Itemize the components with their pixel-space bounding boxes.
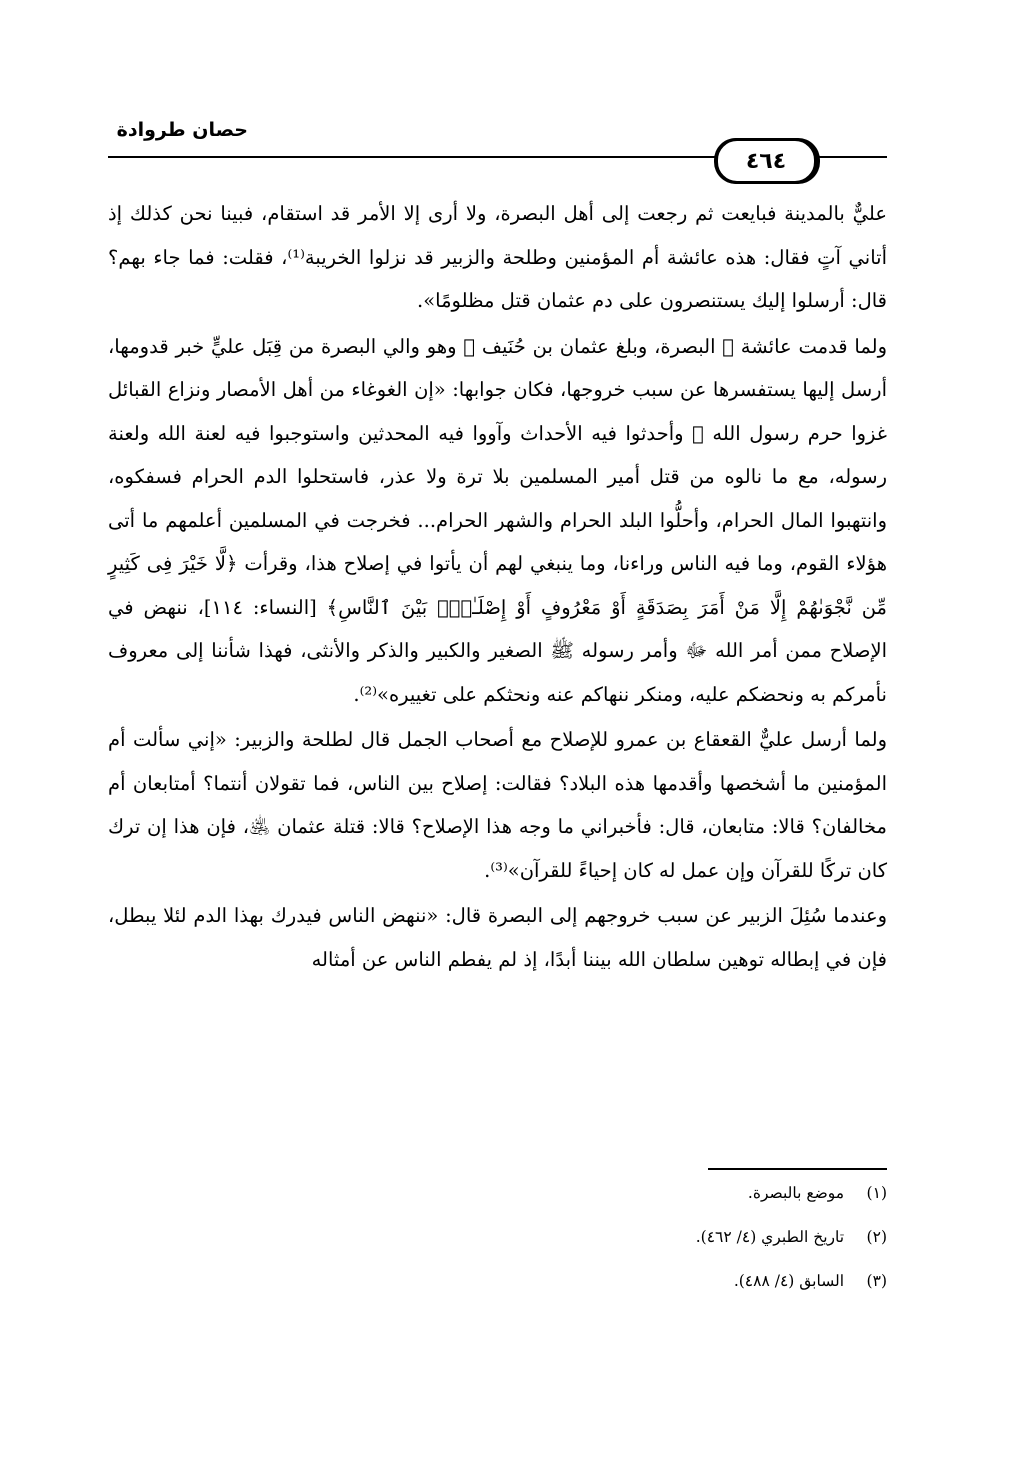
footnote-number: (٣) bbox=[866, 1272, 887, 1290]
main-text bbox=[108, 192, 887, 981]
paragraph: ولما أرسل عليٌّ القعقاع بن عمرو للإصلاح مع أصحاب الجمل قال لطلحة والزبير: «إني سألت أم المؤمنين ما أشخصها وأقدمها هذه البلاد؟ فقالت: إصلاح بين الناس، فما تقولان أنتما؟ أمتابعان أم مخالفان؟ قالا: متابعان، قال: فأخبراني ما وجه هذا الإصلاح؟ قالا: قتلة عثمان ﵁، فإن هذا إن ترك كان تركًا للقرآن وإن عمل له كان إحياءً للقرآن»⁽³⁾. bbox=[108, 728, 887, 882]
footnote-number: (١) bbox=[866, 1184, 887, 1202]
footnote-item bbox=[108, 1272, 887, 1297]
footnotes bbox=[108, 1184, 887, 1316]
page-number: ٤٦٤ bbox=[715, 138, 817, 184]
footnote-text: موضع بالبصرة. bbox=[747, 1184, 845, 1202]
paragraph: وعندما سُئِلَ الزبير عن سبب خروجهم إلى البصرة قال: «ننهض الناس فيدرك بهذا الدم لئلا يبطل، فإن في إبطاله توهين سلطان الله بيننا أبدًا، إذ لم يفطم الناس عن أمثاله bbox=[108, 904, 887, 971]
footnote-text: تاريخ الطبري (٤/ ٤٦٢). bbox=[695, 1228, 845, 1246]
footnote-item bbox=[108, 1228, 887, 1253]
footnote-item bbox=[108, 1184, 887, 1209]
footnote-separator bbox=[708, 1168, 887, 1170]
footnote-number: (٢) bbox=[866, 1228, 887, 1246]
running-header-title: حصان طروادة bbox=[116, 119, 248, 141]
footnote-text: السابق (٤/ ٤٨٨). bbox=[733, 1272, 845, 1290]
paragraph: عليٌّ بالمدينة فبايعت ثم رجعت إلى أهل البصرة، ولا أرى إلا الأمر قد استقام، فبينا نحن كذلك إذ أتاني آتٍ فقال: هذه عائشة أم المؤمنين وطلحة والزبير قد نزلوا الخريبة⁽¹⁾، فقلت: فما جاء بهم؟ قال: أرسلوا إليك يستنصرون على دم عثمان قتل مظلومًا». bbox=[108, 202, 887, 312]
paragraph: ولما قدمت عائشة ﵂ البصرة، وبلغ عثمان بن حُنَيف ﵁ وهو والي البصرة من قِبَل عليٍّ خبر قدومها، أرسل إليها يستفسرها عن سبب خروجها، فكان جوابها: «إن الغوغاء من أهل الأمصار ونزاع القبائل غزوا حرم رسول الله ﷺ وأحدثوا فيه الأحداث وآووا فيه المحدثين واستوجبوا فيه لعنة الله ولعنة رسوله، مع ما نالوه من قتل أمير المسلمين بلا ترة ولا عذر، فاستحلوا الدم الحرام فسفكوه، وانتهبوا المال الحرام، وأحلُّوا البلد الحرام والشهر الحرام... فخرجت في المسلمين أعلمهم ما أتى هؤلاء القوم، وما فيه الناس وراءنا، وما ينبغي لهم أن يأتوا في إصلاح هذا، وقرأت ﴿لَّا خَيْرَ فِى كَثِيرٍ مِّن نَّجْوَىٰهُمْ إِلَّا مَنْ أَمَرَ بِصَدَقَةٍ أَوْ مَعْرُوفٍ أَوْ إِصْلَـٰحٍۭ بَيْنَ ٱلنَّاسِ﴾ [النساء: ١١٤]، ننهض في الإصلاح ممن أمر الله ﷻ وأمر رسوله ﷺ الصغير والكبير والذكر والأنثى، فهذا شأننا إلى معروف نأمركم به ونحضكم عليه، ومنكر ننهاكم عنه ونحثكم على تغييره»⁽²⁾. bbox=[108, 334, 888, 706]
